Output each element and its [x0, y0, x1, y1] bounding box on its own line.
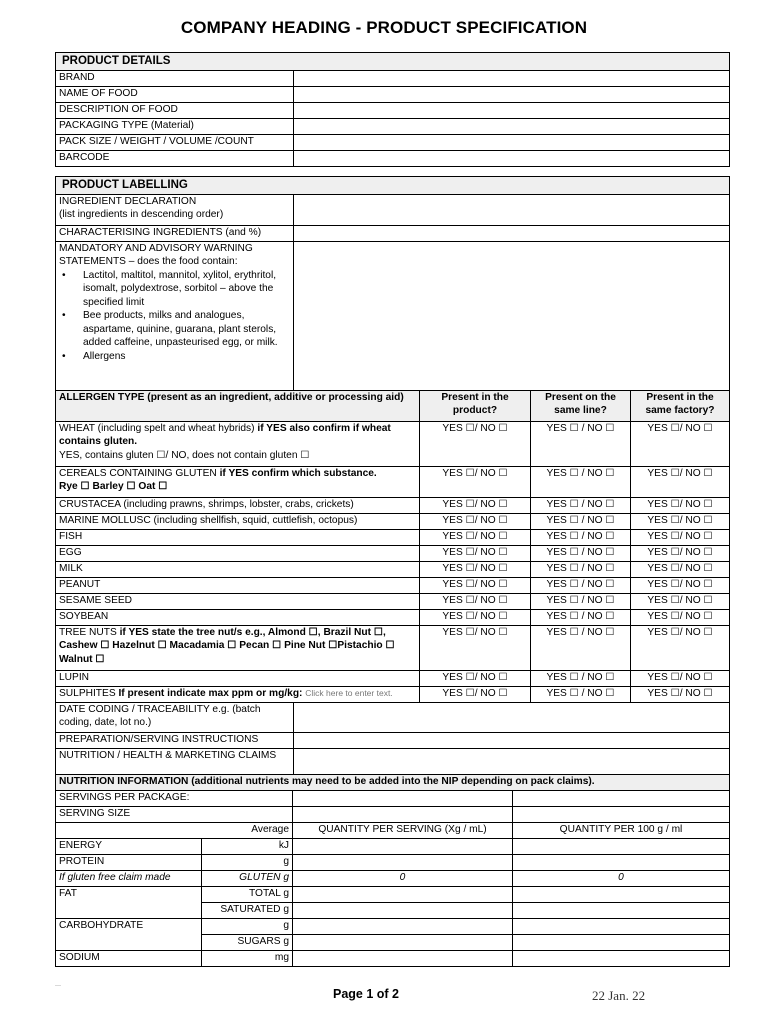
fat-saturated-per-100g[interactable] [513, 903, 730, 919]
servings-per-package-field[interactable] [293, 791, 513, 807]
fish-same-factory[interactable]: YES ☐/ NO ☐ [631, 530, 730, 546]
peanut-in-product[interactable]: YES ☐/ NO ☐ [420, 578, 531, 594]
sulphites-instruction: If present indicate max ppm or mg/kg: [118, 688, 306, 699]
milk-in-product[interactable]: YES ☐/ NO ☐ [420, 562, 531, 578]
characterising-field[interactable] [294, 226, 730, 242]
fat-saturated-per-serving[interactable] [293, 903, 513, 919]
description-field[interactable] [294, 103, 730, 119]
gluten-claim-label: If gluten free claim made [56, 871, 202, 887]
allergen-row-lupin [56, 671, 730, 687]
tree-nuts-same-factory[interactable]: YES ☐/ NO ☐ [631, 626, 730, 671]
servings-per-package-field-2[interactable] [513, 791, 730, 807]
warning-item-polyols: • Lactitol, maltitol, mannitol, xylitol, erythritol, isomalt, polydextrose, sorbitol – above the specified limit [83, 269, 290, 309]
nutrition-header: NUTRITION INFORMATION (additional nutrients may need to be added into the NIP depending on pack claims). [56, 775, 730, 791]
pack-size-field[interactable] [294, 135, 730, 151]
sulphites-in-product[interactable]: YES ☐/ NO ☐ [420, 687, 531, 703]
nutrition-table [55, 774, 730, 967]
ingredient-declaration-label [56, 195, 294, 226]
energy-label: ENERGY [56, 839, 202, 855]
allergen-type-header: ALLERGEN TYPE (present as an ingredient, additive or processing aid) [56, 391, 420, 422]
crustacea-label: CRUSTACEA (including prawns, shrimps, lobster, crabs, crickets) [56, 498, 420, 514]
tree-nuts-same-line[interactable]: YES ☐ / NO ☐ [531, 626, 631, 671]
soybean-same-line[interactable]: YES ☐ / NO ☐ [531, 610, 631, 626]
ingredient-line-2: (list ingredients in descending order) [59, 209, 224, 221]
allergen-row-tree-nuts [56, 626, 730, 671]
product-labelling-table [55, 176, 730, 779]
soybean-label: SOYBEAN [56, 610, 420, 626]
peanut-label: PEANUT [56, 578, 420, 594]
name-of-food-label: NAME OF FOOD [56, 87, 294, 103]
fat-total-per-serving[interactable] [293, 887, 513, 903]
wheat-in-product[interactable]: YES ☐/ NO ☐ [420, 422, 531, 467]
average-label: Average [56, 823, 293, 839]
serving-size-field-2[interactable] [513, 807, 730, 823]
brand-label: BRAND [56, 71, 294, 87]
allergen-row-crustacea [56, 498, 730, 514]
sulphites-text-input[interactable]: Click here to enter text. [305, 688, 393, 698]
footer-date: 22 Jan. 22 [592, 988, 646, 1003]
qty-per-serving-header: QUANTITY PER SERVING (Xg / mL) [293, 823, 513, 839]
sodium-label: SODIUM [56, 951, 202, 967]
pack-size-label: PACK SIZE / WEIGHT / VOLUME /COUNT [56, 135, 294, 151]
carbohydrate-per-100g[interactable] [513, 919, 730, 935]
fish-in-product[interactable]: YES ☐/ NO ☐ [420, 530, 531, 546]
crustacea-in-product[interactable]: YES ☐/ NO ☐ [420, 498, 531, 514]
allergen-row-soybean [56, 610, 730, 626]
sulphites-same-factory[interactable]: YES ☐/ NO ☐ [631, 687, 730, 703]
tree-nuts-label: TREE NUTS [59, 627, 120, 638]
energy-per-serving[interactable] [293, 839, 513, 855]
lupin-same-factory[interactable]: YES ☐/ NO ☐ [631, 671, 730, 687]
allergen-row-fish [56, 530, 730, 546]
brand-field[interactable] [294, 71, 730, 87]
egg-in-product[interactable]: YES ☐/ NO ☐ [420, 546, 531, 562]
carbohydrate-unit: g [202, 919, 293, 935]
wheat-label: WHEAT (including spelt and wheat hybrids) [59, 423, 258, 434]
wheat-instruction: if YES also confirm if wheat contains gluten. [59, 423, 391, 448]
mollusc-same-factory[interactable]: YES ☐/ NO ☐ [631, 514, 730, 530]
milk-label: MILK [56, 562, 420, 578]
wheat-same-factory[interactable]: YES ☐/ NO ☐ [631, 422, 730, 467]
footer-mark: — [55, 983, 61, 989]
qty-per-100g-header: QUANTITY PER 100 g / ml [513, 823, 730, 839]
protein-per-serving[interactable] [293, 855, 513, 871]
fish-label: FISH [56, 530, 420, 546]
sodium-per-serving[interactable] [293, 951, 513, 967]
warning-list [59, 269, 290, 363]
serving-size-field[interactable] [293, 807, 513, 823]
tree-nuts-in-product[interactable]: YES ☐/ NO ☐ [420, 626, 531, 671]
sesame-same-line[interactable]: YES ☐ / NO ☐ [531, 594, 631, 610]
egg-same-line[interactable]: YES ☐ / NO ☐ [531, 546, 631, 562]
warning-statements-field[interactable] [294, 242, 730, 391]
peanut-same-factory[interactable]: YES ☐/ NO ☐ [631, 578, 730, 594]
page-number: Page 1 of 2 [333, 987, 399, 1001]
cereals-same-line[interactable]: YES ☐ / NO ☐ [531, 467, 631, 498]
sesame-same-factory[interactable]: YES ☐/ NO ☐ [631, 594, 730, 610]
allergen-row-sesame [56, 594, 730, 610]
name-of-food-field[interactable] [294, 87, 730, 103]
product-labelling-heading: PRODUCT LABELLING [56, 177, 730, 195]
energy-unit: kJ [202, 839, 293, 855]
present-in-product-header: Present in the product? [420, 391, 531, 422]
protein-label: PROTEIN [56, 855, 202, 871]
crustacea-same-line[interactable]: YES ☐ / NO ☐ [531, 498, 631, 514]
lupin-label: LUPIN [56, 671, 420, 687]
wheat-gluten-checkboxes[interactable]: YES, contains gluten ☐/ NO, does not contain gluten ☐ [59, 449, 310, 461]
allergen-row-peanut [56, 578, 730, 594]
protein-unit: g [202, 855, 293, 871]
sugars-per-100g[interactable] [513, 935, 730, 951]
allergen-row-wheat [56, 422, 730, 467]
carbohydrate-label-spacer [56, 935, 202, 951]
tree-nuts-checkboxes[interactable]: if YES state the tree nut/s e.g., Almond ☐, Brazil Nut ☐, Cashew ☐ Hazelnut ☐ Macadamia ☐ Pecan ☐ Pine Nut ☐Pistachio ☐ Walnut ☐ [59, 627, 395, 665]
sodium-per-100g[interactable] [513, 951, 730, 967]
allergen-row-milk [56, 562, 730, 578]
sulphites-label: SULPHITES [59, 688, 119, 699]
serving-size-label: SERVING SIZE [56, 807, 293, 823]
packaging-type-field[interactable] [294, 119, 730, 135]
sugars-per-serving[interactable] [293, 935, 513, 951]
soybean-in-product[interactable]: YES ☐/ NO ☐ [420, 610, 531, 626]
fat-label: FAT [56, 887, 202, 903]
barcode-label: BARCODE [56, 151, 294, 167]
fat-saturated-unit: SATURATED g [202, 903, 293, 919]
allergen-row-egg [56, 546, 730, 562]
gluten-unit: GLUTEN g [202, 871, 293, 887]
warning-statements-label [56, 242, 294, 391]
ingredient-line-1: INGREDIENT DECLARATION [59, 196, 197, 207]
ingredient-declaration-field[interactable] [294, 195, 730, 226]
mollusc-in-product[interactable]: YES ☐/ NO ☐ [420, 514, 531, 530]
claims-label: NUTRITION / HEALTH & MARKETING CLAIMS [56, 749, 294, 779]
present-same-line-header: Present on the same line? [531, 391, 631, 422]
sulphites-same-line[interactable]: YES ☐ / NO ☐ [531, 687, 631, 703]
allergen-row-mollusc [56, 514, 730, 530]
cereals-same-factory[interactable]: YES ☐/ NO ☐ [631, 467, 730, 498]
characterising-label: CHARACTERISING INGREDIENTS (and %) [56, 226, 294, 242]
mollusc-label: MARINE MOLLUSC (including shellfish, squid, cuttlefish, octopus) [56, 514, 420, 530]
gluten-per-serving[interactable]: 0 [293, 871, 513, 887]
egg-same-factory[interactable]: YES ☐/ NO ☐ [631, 546, 730, 562]
mollusc-same-line[interactable]: YES ☐ / NO ☐ [531, 514, 631, 530]
description-label: DESCRIPTION OF FOOD [56, 103, 294, 119]
cereals-label: CEREALS CONTAINING GLUTEN [59, 468, 220, 479]
protein-per-100g[interactable] [513, 855, 730, 871]
soybean-same-factory[interactable]: YES ☐/ NO ☐ [631, 610, 730, 626]
servings-per-package-label: SERVINGS PER PACKAGE: [56, 791, 293, 807]
lupin-same-line[interactable]: YES ☐ / NO ☐ [531, 671, 631, 687]
allergen-row-cereals [56, 467, 730, 498]
sesame-label: SESAME SEED [56, 594, 420, 610]
fish-same-line[interactable]: YES ☐ / NO ☐ [531, 530, 631, 546]
lupin-in-product[interactable]: YES ☐/ NO ☐ [420, 671, 531, 687]
carbohydrate-per-serving[interactable] [293, 919, 513, 935]
barcode-field[interactable] [294, 151, 730, 167]
packaging-type-label: PACKAGING TYPE (Material) [56, 119, 294, 135]
product-details-table [55, 52, 730, 167]
warning-item-bee-products: • Bee products, milks and analogues, aspartame, quinine, guarana, plant sterols, added caffeine, unpasteurised egg, or milk. [83, 309, 290, 349]
fat-total-unit: TOTAL g [202, 887, 293, 903]
preparation-label: PREPARATION/SERVING INSTRUCTIONS [56, 733, 294, 749]
warning-intro: MANDATORY AND ADVISORY WARNING STATEMENTS – does the food contain: [59, 243, 253, 268]
energy-per-100g[interactable] [513, 839, 730, 855]
present-same-factory-header: Present in the same factory? [631, 391, 730, 422]
carbohydrate-label: CARBOHYDRATE [56, 919, 202, 935]
date-coding-field[interactable] [294, 703, 730, 733]
milk-same-factory[interactable]: YES ☐/ NO ☐ [631, 562, 730, 578]
page-title: COMPANY HEADING - PRODUCT SPECIFICATION [180, 18, 588, 37]
preparation-field[interactable] [294, 733, 730, 749]
gluten-per-100g[interactable]: 0 [513, 871, 730, 887]
date-coding-label: DATE CODING / TRACEABILITY e.g. (batch coding, date, lot no.) [56, 703, 294, 733]
cereals-in-product[interactable]: YES ☐/ NO ☐ [420, 467, 531, 498]
sugars-unit: SUGARS g [202, 935, 293, 951]
milk-same-line[interactable]: YES ☐ / NO ☐ [531, 562, 631, 578]
fat-total-per-100g[interactable] [513, 887, 730, 903]
crustacea-same-factory[interactable]: YES ☐/ NO ☐ [631, 498, 730, 514]
cereals-instruction: if YES confirm which substance. [219, 468, 377, 479]
allergen-row-sulphites [56, 687, 730, 703]
egg-label: EGG [56, 546, 420, 562]
peanut-same-line[interactable]: YES ☐ / NO ☐ [531, 578, 631, 594]
warning-item-allergens: • Allergens [83, 350, 290, 363]
sodium-unit: mg [202, 951, 293, 967]
sesame-in-product[interactable]: YES ☐/ NO ☐ [420, 594, 531, 610]
cereals-checkboxes[interactable]: Rye ☐ Barley ☐ Oat ☐ [59, 481, 168, 493]
product-details-heading: PRODUCT DETAILS [56, 53, 730, 71]
fat-label-spacer [56, 903, 202, 919]
wheat-same-line[interactable]: YES ☐ / NO ☐ [531, 422, 631, 467]
